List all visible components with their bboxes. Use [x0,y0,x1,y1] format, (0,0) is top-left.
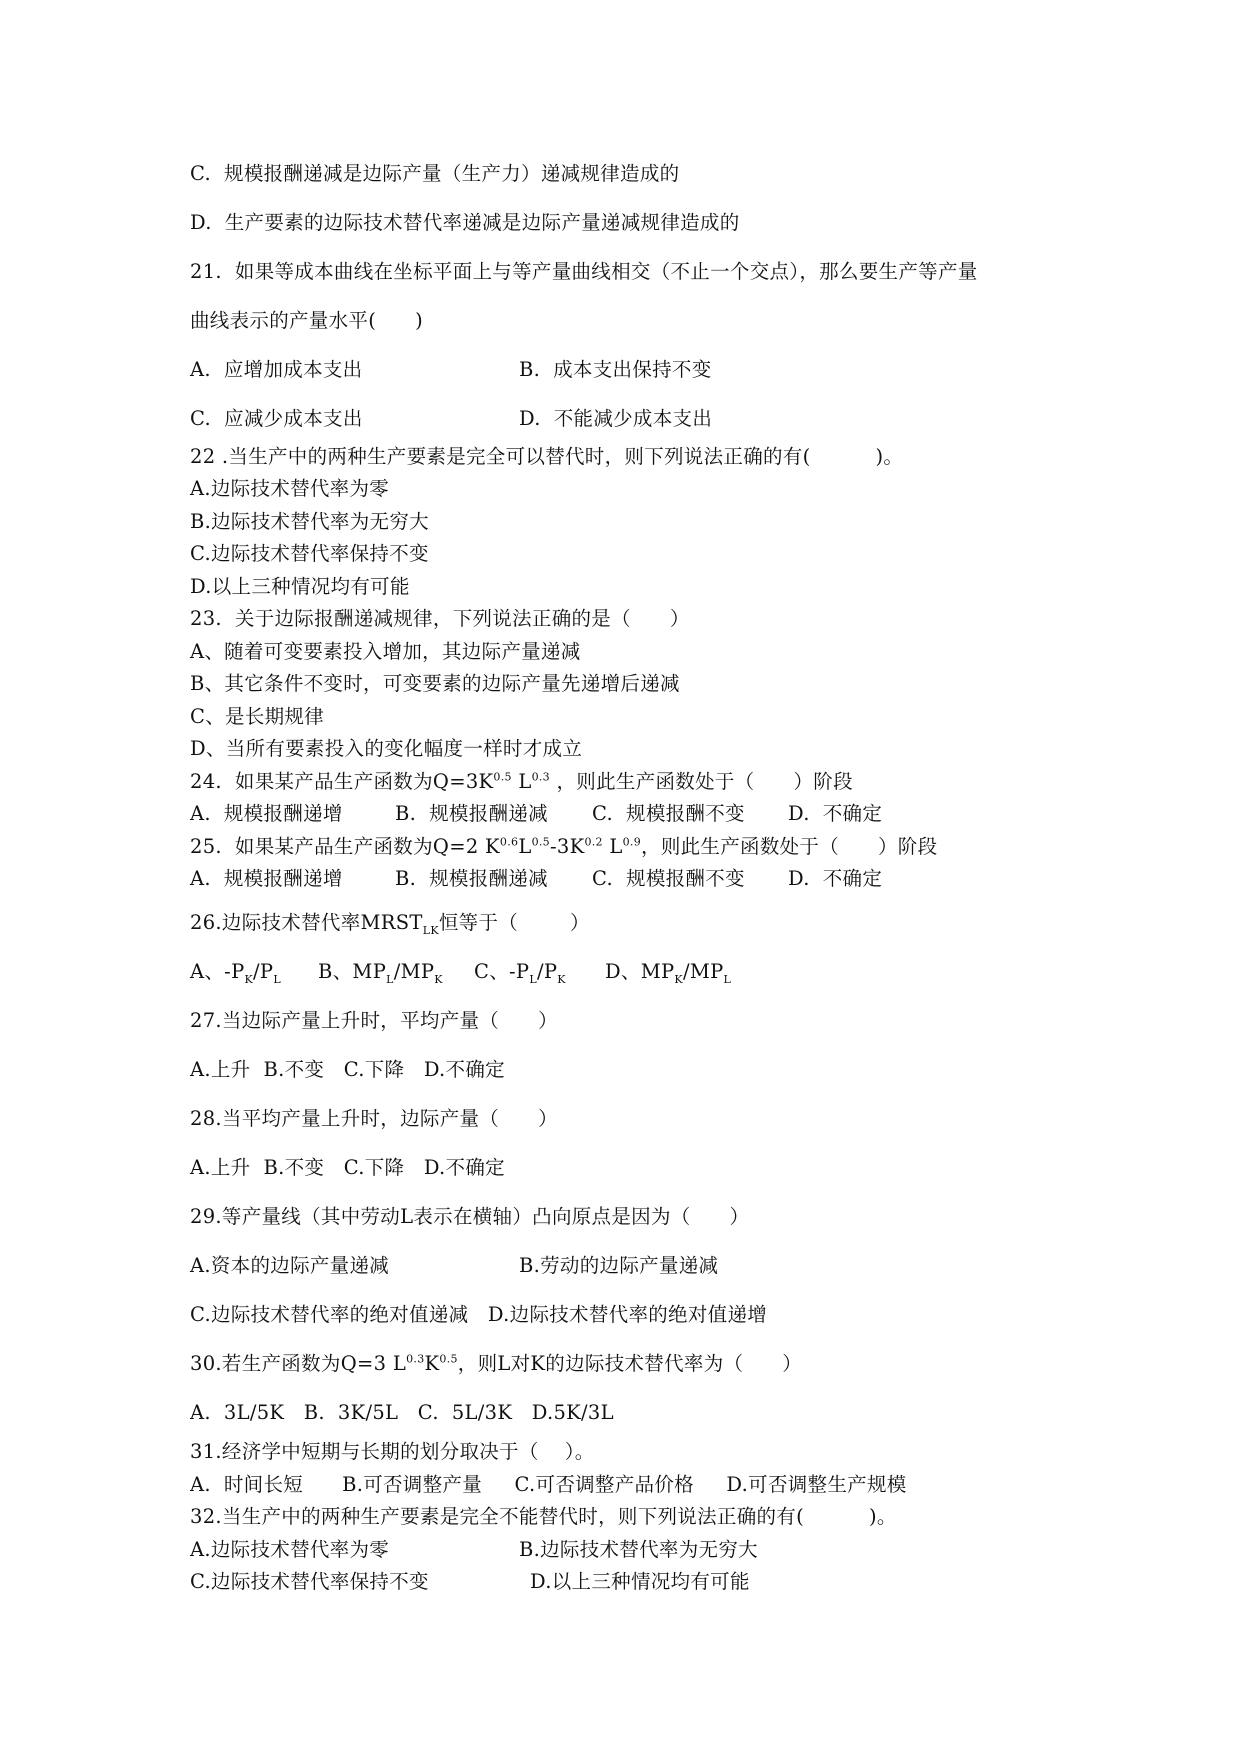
q26-stem [190,911,590,935]
q26-option-a [190,960,281,984]
q23-option-c: C、是长期规律 [190,705,325,728]
q26-option-c-mid: /P [536,960,558,983]
q26-option-a-mid: /P [253,960,274,983]
q22-option-d: D.以上三种情况均有可能 [190,575,410,598]
q25-exponent-1: 0.6 [499,835,519,849]
q26-option-d-sub1: K [674,972,683,986]
q22-option-c: C.边际技术替代率保持不变 [190,542,429,565]
q26-option-b [318,960,443,984]
q30-stem-pre: 30.若生产函数为Q=3 L [190,1352,407,1375]
q26-stem-subscript: LK [422,923,439,937]
q25-stem [190,835,937,859]
q30-stem-post: ，则L对K的边际技术替代率为（ ） [457,1352,803,1375]
q31-stem: 31.经济学中短期与长期的划分取决于（ ）。 [190,1440,595,1463]
q25-option-b: B. 规模报酬递减 [395,867,548,890]
q26-option-d [605,960,731,984]
q32-stem: 32.当生产中的两种生产要素是完全不能替代时，则下列说法正确的有( )。 [190,1505,897,1528]
q25-l1: L [518,835,532,858]
q25-option-a: A. 规模报酬递增 [190,867,343,890]
q26-option-b-sub1: L [386,972,394,986]
q26-option-d-mid: /MP [682,960,724,983]
q26-option-d-sub2: L [723,972,732,986]
q28-options: A.上升 B.不变 C.下降 D.不确定 [190,1156,505,1179]
q25-exponent-3: 0.2 [584,835,603,849]
q25-exponent-4: 0.9 [622,835,642,849]
q29-option-b: B.劳动的边际产量递减 [519,1254,719,1277]
q25-l2: L [602,835,623,858]
q26-option-b-sub2: K [434,972,443,986]
q32-option-c: C.边际技术替代率保持不变 [190,1570,429,1593]
q29-option-a: A.资本的边际产量递减 [190,1254,390,1277]
q32-option-b: B.边际技术替代率为无穷大 [519,1538,758,1561]
q26-option-b-pre: B、MP [318,960,387,983]
q24-stem [190,770,853,794]
q30-options: A. 3L/5K B. 3K/5L C. 5L/3K D.5K/3L [190,1401,614,1424]
q26-option-a-sub1: K [244,972,254,986]
q29-stem: 29.等产量线（其中劳动L表示在横轴）凸向原点是因为（ ） [190,1205,750,1228]
q25-stem-post: ，则此生产函数处于（ ）阶段 [641,835,938,858]
q21-option-b: B. 成本支出保持不变 [519,358,712,381]
q25-exponent-2: 0.5 [531,835,550,849]
q26-stem-pre: 26.边际技术替代率MRST [190,911,423,934]
q24-exponent-l: 0.3 [531,770,550,784]
q32-option-a: A.边际技术替代率为零 [190,1538,390,1561]
q20-option-d: D. 生产要素的边际技术替代率递减是边际产量递减规律造成的 [190,211,740,234]
q24-option-b: B. 规模报酬递减 [395,802,548,825]
q21-option-a: A. 应增加成本支出 [190,358,363,381]
q22-option-b: B.边际技术替代率为无穷大 [190,510,429,533]
q27-options: A.上升 B.不变 C.下降 D.不确定 [190,1058,505,1081]
q26-option-d-pre: D、MP [605,960,675,983]
q26-option-a-pre: A、-P [190,960,245,983]
q24-exponent-k: 0.5 [493,770,512,784]
q21-option-d: D. 不能减少成本支出 [519,407,713,430]
q23-option-a: A、随着可变要素投入增加，其边际产量递减 [190,640,581,663]
q21-option-c: C. 应减少成本支出 [190,407,363,430]
q23-stem: 23. 关于边际报酬递减规律，下列说法正确的是（ ） [190,607,690,630]
q23-option-b: B、其它条件不变时，可变要素的边际产量先递增后递减 [190,672,680,695]
q21-stem-line1: 21. 如果等成本曲线在坐标平面上与等产量曲线相交（不止一个交点），那么要生产等产量 [190,260,978,283]
q24-option-d: D. 不确定 [788,802,883,825]
q25-stem-mid: -3K [549,835,585,858]
q29-options-cd: C.边际技术替代率的绝对值递减 D.边际技术替代率的绝对值递增 [190,1303,768,1326]
q26-stem-post: 恒等于（ ） [438,911,590,934]
q24-option-a: A. 规模报酬递增 [190,802,343,825]
q32-option-d: D.以上三种情况均有可能 [530,1570,750,1593]
q31-options: A. 时间长短 B.可否调整产量 C.可否调整产品价格 D.可否调整生产规模 [190,1473,907,1496]
q22-stem: 22 .当生产中的两种生产要素是完全可以替代时，则下列说法正确的有( )。 [190,445,904,468]
q27-stem: 27.当边际产量上升时，平均产量（ ） [190,1009,558,1032]
q24-stem-post: ，则此生产函数处于（ ）阶段 [549,770,853,793]
q22-option-a: A.边际技术替代率为零 [190,477,390,500]
q30-stem [190,1352,802,1376]
q26-option-c [474,960,566,984]
q25-option-c: C. 规模报酬不变 [592,867,745,890]
q23-option-d: D、当所有要素投入的变化幅度一样时才成立 [190,737,583,760]
q25-option-d: D. 不确定 [788,867,883,890]
q24-stem-pre: 24. 如果某产品生产函数为Q=3K [190,770,494,793]
q21-stem-line2: 曲线表示的产量水平( ) [190,309,424,332]
q26-option-c-pre: C、-P [474,960,530,983]
q30-exponent-k: 0.5 [439,1352,458,1366]
q24-stem-mid: L [511,770,532,793]
q26-option-c-sub2: K [557,972,566,986]
q24-option-c: C. 规模报酬不变 [592,802,745,825]
q26-option-b-mid: /MP [393,960,435,983]
q26-option-c-sub1: L [529,972,537,986]
q26-option-a-sub2: L [273,972,281,986]
q28-stem: 28.当平均产量上升时，边际产量（ ） [190,1107,558,1130]
q30-exponent-l: 0.3 [406,1352,425,1366]
q20-option-c: C. 规模报酬递减是边际产量（生产力）递减规律造成的 [190,162,680,185]
q25-stem-pre: 25. 如果某产品生产函数为Q=2 K [190,835,500,858]
q30-k: K [424,1352,440,1375]
